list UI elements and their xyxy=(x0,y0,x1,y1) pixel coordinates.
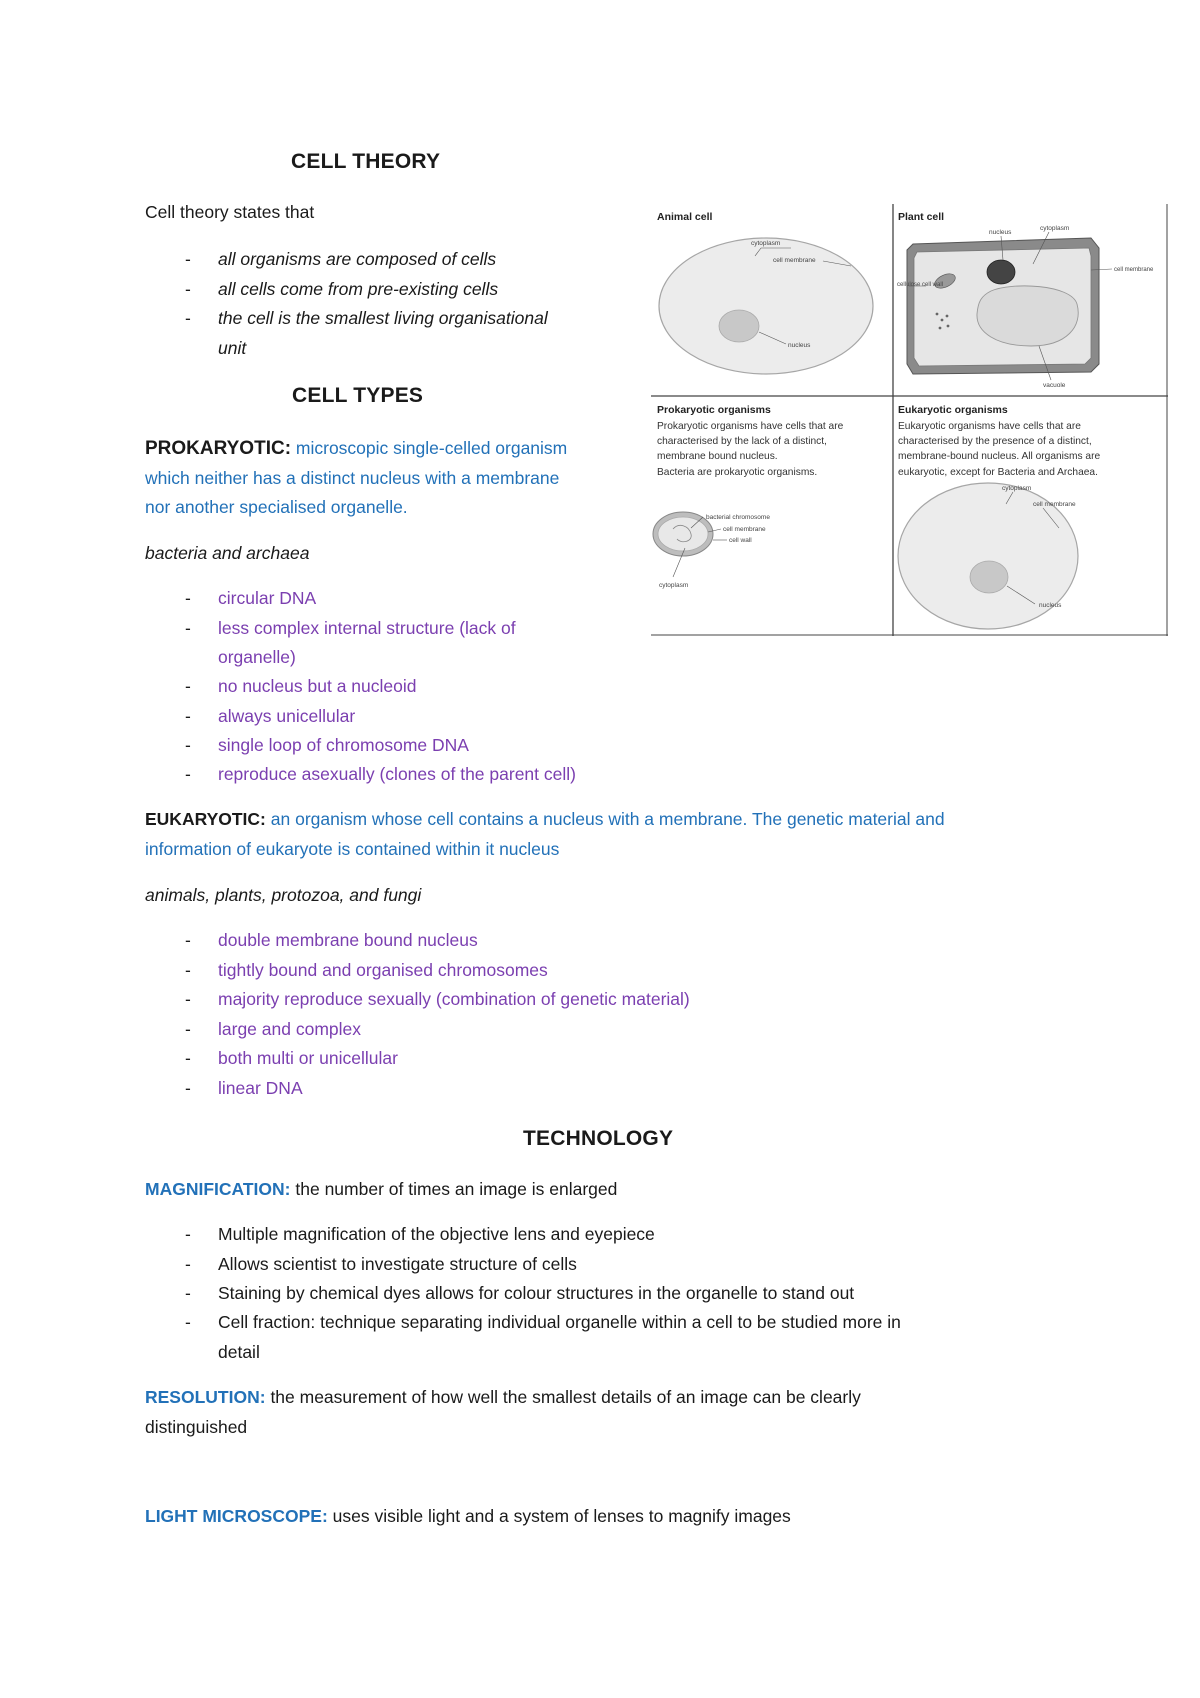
bullet-dash: - xyxy=(185,676,191,696)
bullet-dash: - xyxy=(185,1312,191,1332)
animal-cell-title: Animal cell xyxy=(657,211,713,223)
light-microscope-definition-text: uses visible light and a system of lenses to magnify images xyxy=(332,1506,791,1526)
prokaryote-label-cell-membrane: cell membrane xyxy=(723,526,766,533)
animal-cell-body xyxy=(659,238,873,374)
prokaryote-label-cytoplasm: cytoplasm xyxy=(659,582,689,589)
eukaryotic-panel-text: characterised by the presence of a distinct, xyxy=(898,436,1092,447)
plant-vacuole xyxy=(977,286,1078,346)
resolution-term: RESOLUTION: xyxy=(145,1387,266,1407)
list-item: Multiple magnification of the objective lens and eyepiece xyxy=(218,1224,655,1244)
bullet-dash: - xyxy=(185,764,191,784)
plant-label-nucleus: nucleus xyxy=(989,229,1012,236)
prokaryote-label-bacterial-chromosome: bacterial chromosome xyxy=(706,514,770,521)
resolution-definition xyxy=(145,1386,861,1408)
list-item: single loop of chromosome DNA xyxy=(218,735,469,755)
magnification-definition xyxy=(145,1178,617,1200)
list-item: majority reproduce sexually (combination of genetic material) xyxy=(218,989,690,1009)
prokaryotic-panel-text: Bacteria are prokaryotic organisms. xyxy=(657,467,818,478)
list-item: both multi or unicellular xyxy=(218,1048,398,1068)
resolution-definition-line: the measurement of how well the smallest details of an image can be clearly xyxy=(270,1387,861,1407)
bullet-dash: - xyxy=(185,960,191,980)
plant-label-cellulose-cell-wall: cellulose cell wall xyxy=(897,282,944,288)
prokaryotic-panel-text: membrane bound nucleus. xyxy=(657,451,778,462)
bullet-dash: - xyxy=(185,1254,191,1274)
light-microscope-definition xyxy=(145,1505,791,1527)
list-item-continuation: unit xyxy=(218,338,247,358)
bullet-dash: - xyxy=(185,930,191,950)
cell-theory-heading: CELL THEORY xyxy=(291,150,441,173)
eukaryotic-examples: animals, plants, protozoa, and fungi xyxy=(145,885,422,905)
eukaryote-label-cell-membrane: cell membrane xyxy=(1033,501,1076,508)
plant-label-vacuole: vacuole xyxy=(1043,382,1066,389)
eukaryotic-panel-text: membrane-bound nucleus. All organisms are xyxy=(898,451,1101,462)
list-item: the cell is the smallest living organisational xyxy=(218,308,548,328)
prokaryote-label-cell-wall: cell wall xyxy=(729,537,752,544)
list-item: Cell fraction: technique separating individual organelle within a cell to be studied more in xyxy=(218,1312,901,1332)
animal-label-cell-membrane: cell membrane xyxy=(773,257,816,264)
eukaryote-nucleus xyxy=(970,561,1008,593)
bacterium-cytoplasm xyxy=(658,517,708,551)
resolution-definition-line: distinguished xyxy=(145,1417,248,1437)
list-item: tightly bound and organised chromosomes xyxy=(218,960,548,980)
eukaryotic-definition xyxy=(145,808,945,830)
animal-label-cytoplasm: cytoplasm xyxy=(751,240,781,247)
bullet-dash: - xyxy=(185,1078,191,1098)
bullet-dash: - xyxy=(185,1048,191,1068)
cell-comparison-diagram xyxy=(651,204,1168,636)
list-item-continuation: organelle) xyxy=(218,647,296,667)
animal-label-nucleus: nucleus xyxy=(788,342,811,349)
prokaryotic-panel-text: characterised by the lack of a distinct, xyxy=(657,436,827,447)
cell-theory-intro: Cell theory states that xyxy=(145,202,315,222)
bullet-dash: - xyxy=(185,618,191,638)
eukaryote-label-cytoplasm: cytoplasm xyxy=(1002,485,1032,492)
eukaryotic-panel-title: Eukaryotic organisms xyxy=(898,404,1008,416)
eukaryotic-term: EUKARYOTIC: xyxy=(145,809,266,829)
prokaryotic-panel-text: Prokaryotic organisms have cells that are xyxy=(657,421,844,432)
eukaryotic-panel-text: Eukaryotic organisms have cells that are xyxy=(898,421,1081,432)
magnification-definition-text: the number of times an image is enlarged xyxy=(295,1179,618,1199)
prokaryotic-definition-line: nor another specialised organelle. xyxy=(145,497,408,517)
prokaryotic-definition-line: microscopic single-celled organism xyxy=(295,438,568,458)
list-item: double membrane bound nucleus xyxy=(218,930,478,950)
plant-label-cell-membrane: cell membrane xyxy=(1114,267,1154,273)
list-item: all organisms are composed of cells xyxy=(218,249,497,269)
list-item: reproduce asexually (clones of the parent cell) xyxy=(218,764,576,784)
list-item: Staining by chemical dyes allows for colour structures in the organelle to stand out xyxy=(218,1283,855,1303)
list-item: no nucleus but a nucleoid xyxy=(218,676,417,696)
list-item: less complex internal structure (lack of xyxy=(218,618,516,638)
eukaryotic-panel-text: eukaryotic, except for Bacteria and Archaea. xyxy=(898,467,1098,478)
prokaryotic-panel-title: Prokaryotic organisms xyxy=(657,404,771,416)
list-item: circular DNA xyxy=(218,588,317,608)
magnification-term: MAGNIFICATION: xyxy=(145,1179,291,1199)
bullet-dash: - xyxy=(185,706,191,726)
plant-label-cytoplasm: cytoplasm xyxy=(1040,225,1070,232)
prokaryotic-definition-line: which neither has a distinct nucleus with a membrane xyxy=(145,468,560,488)
plant-nucleus xyxy=(987,260,1015,284)
animal-nucleus xyxy=(719,310,759,342)
prokaryotic-term: PROKARYOTIC: xyxy=(145,438,292,459)
prokaryotic-examples: bacteria and archaea xyxy=(145,543,310,563)
bullet-dash: - xyxy=(185,308,191,328)
bullet-dash: - xyxy=(185,249,191,269)
light-microscope-term: LIGHT MICROSCOPE: xyxy=(145,1506,328,1526)
list-item: always unicellular xyxy=(218,706,356,726)
bullet-dash: - xyxy=(185,989,191,1009)
cell-comparison-figure xyxy=(651,204,1168,636)
bullet-dash: - xyxy=(185,279,191,299)
list-item: large and complex xyxy=(218,1019,361,1039)
eukaryotic-definition-line: an organism whose cell contains a nucleus with a membrane. The genetic material and xyxy=(270,809,945,829)
cell-types-heading: CELL TYPES xyxy=(292,384,424,407)
technology-heading: TECHNOLOGY xyxy=(523,1127,674,1150)
bullet-dash: - xyxy=(185,1224,191,1244)
eukaryote-label-nucleus: nucleus xyxy=(1039,602,1062,609)
plant-cell-title: Plant cell xyxy=(898,211,945,223)
list-item-continuation: detail xyxy=(218,1342,260,1362)
bullet-dash: - xyxy=(185,1283,191,1303)
bullet-dash: - xyxy=(185,735,191,755)
bullet-dash: - xyxy=(185,588,191,608)
list-item: all cells come from pre-existing cells xyxy=(218,279,499,299)
list-item: linear DNA xyxy=(218,1078,303,1098)
list-item: Allows scientist to investigate structure of cells xyxy=(218,1254,577,1274)
bullet-dash: - xyxy=(185,1019,191,1039)
prokaryotic-definition xyxy=(145,437,567,460)
eukaryotic-definition-line: information of eukaryote is contained within it nucleus xyxy=(145,839,560,859)
